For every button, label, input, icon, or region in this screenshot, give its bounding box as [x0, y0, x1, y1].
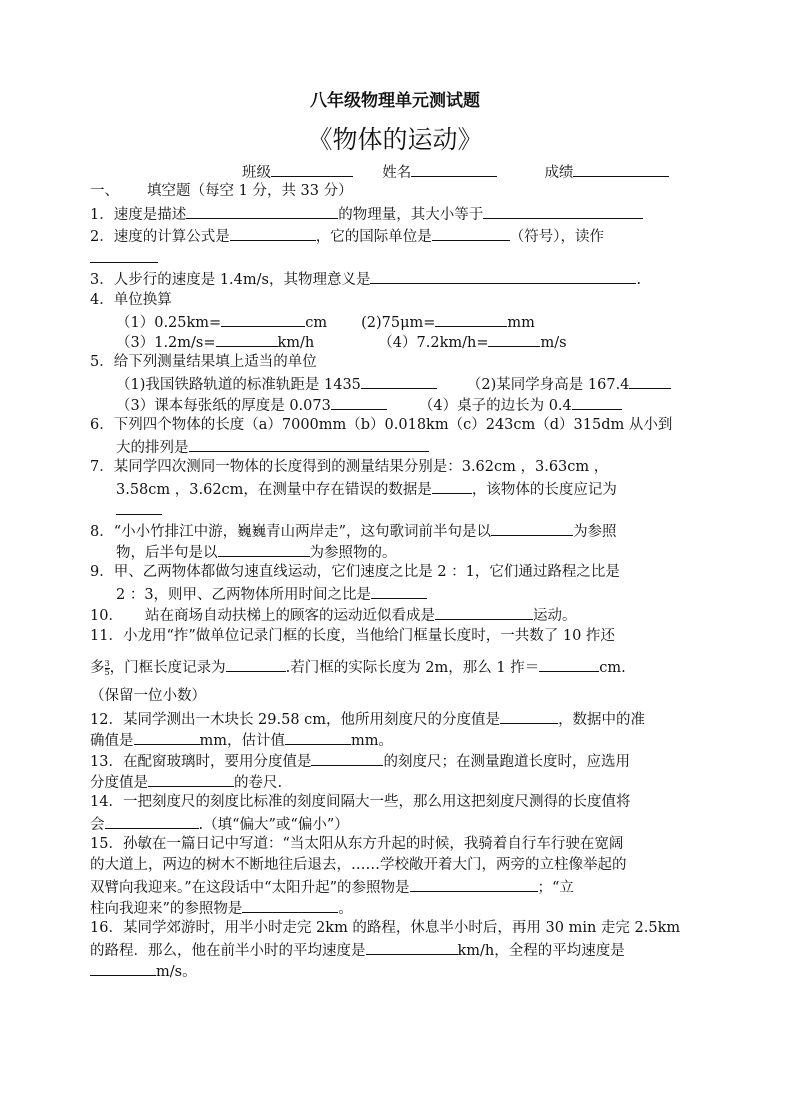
question-4-row-1: （1）0.25km= cm (2)75μm= mm [116, 311, 535, 333]
question-12: 12．某同学测出一木块长 29.58 cm，他所用刻度尺的分度值是 ，数据中的准 [90, 708, 645, 730]
question-6-cont: 大的排列是 [116, 436, 429, 458]
score-blank[interactable] [573, 161, 669, 177]
question-2-cont [90, 247, 158, 269]
section-heading: 一、 填空题（每空 1 分，共 33 分） [90, 183, 353, 199]
answer-blank[interactable] [189, 436, 429, 452]
answer-blank[interactable] [221, 311, 305, 327]
answer-blank[interactable] [371, 583, 427, 599]
question-5-row-2: （3）课本每张纸的厚度是 0.073 （4）桌子的边长为 0.4 [116, 394, 622, 416]
question-13-cont: 分度值是 的卷尺. [90, 771, 282, 793]
student-info-row [242, 161, 669, 183]
answer-blank[interactable] [148, 771, 234, 787]
question-5-row-1: （1)我国铁路轨道的标准轨距是 1435 （2)某同学身高是 167.4 [116, 373, 671, 395]
question-8-cont: 物，后半句是以 为参照物的。 [116, 541, 397, 563]
answer-blank[interactable] [218, 541, 310, 557]
question-6: 6．下列四个物体的长度（a）7000mm（b）0.018km（c）243cm（d）315dm 从小到 [90, 417, 673, 433]
answer-blank[interactable] [432, 225, 510, 241]
question-16-cont-2: m/s。 [90, 960, 197, 982]
question-4-row-2: （3）1.2m/s= km/h （4）7.2km/h= m/s [116, 331, 567, 353]
answer-blank[interactable] [629, 373, 671, 389]
question-10: 10． 站在商场自动扶梯上的顾客的运动近似看成是 运动。 [90, 604, 576, 626]
answer-blank[interactable] [116, 499, 162, 515]
exam-title: 八年级物理单元测试题 [310, 91, 480, 111]
question-11: 11．小龙用“拃”做单位记录门框的长度，当他给门框量长度时，一共数了 10 拃还 [90, 628, 615, 644]
answer-blank[interactable] [491, 520, 573, 536]
answer-blank[interactable] [483, 203, 643, 219]
answer-blank[interactable] [216, 331, 278, 347]
class-blank[interactable] [271, 161, 353, 177]
answer-blank[interactable] [186, 203, 338, 219]
question-15-cont-3: 柱向我迎来”的参照物是 。 [90, 897, 353, 919]
question-9: 9．甲、乙两物体都做匀速直线运动，它们速度之比是 2 ：1，它们通过路程之比是 [90, 564, 620, 580]
question-11-cont: 多 $\frac{3}{5}$ ，门框长度记录为 .若门框的实际长度为 2m，那么 1 拃＝ cm. [90, 656, 626, 678]
answer-blank[interactable] [572, 394, 622, 410]
class-label: 班级 [242, 165, 271, 181]
question-5: 5．给下列测量结果填上适当的单位 [90, 354, 317, 370]
answer-blank[interactable] [331, 394, 387, 410]
answer-blank[interactable] [105, 813, 199, 829]
answer-blank[interactable] [432, 478, 472, 494]
question-16: 16．某同学郊游时，用半小时走完 2km 的路程，休息半小时后，再用 30 min 走完 2.5km [90, 920, 681, 936]
answer-blank[interactable] [435, 604, 533, 620]
name-label: 姓名 [382, 165, 412, 181]
question-3: 3．人步行的速度是 1.4m/s，其物理意义是 . [90, 268, 641, 290]
question-11-note: （保留一位小数） [90, 688, 206, 704]
answer-blank[interactable] [370, 268, 636, 284]
question-15-cont-2: 双臂向我迎来。”在这段话中“太阳升起”的参照物是 ；“立 [90, 876, 574, 898]
question-12-cont: 确值是 mm，估计值 mm。 [90, 729, 393, 751]
answer-blank[interactable] [230, 225, 316, 241]
answer-blank[interactable] [366, 939, 458, 955]
answer-blank[interactable] [90, 960, 156, 976]
question-7: 7．某同学四次测同一物体的长度得到的测量结果分别是：3.62cm ，3.63cm ， [90, 459, 609, 475]
question-15: 15．孙敏在一篇日记中写道：“当太阳从东方升起的时候，我骑着自行车行驶在宽阔 [90, 836, 624, 852]
question-7-cont: 3.58cm ，3.62cm，在测量中存在错误的数据是 ，该物体的长度应记为 [116, 478, 617, 500]
exam-subtitle: 《物体的运动》 [307, 125, 483, 154]
question-8: 8．“小小竹排江中游，巍巍青山两岸走”，这句歌词前半句是以 为参照 [90, 520, 617, 542]
answer-blank[interactable] [226, 656, 286, 672]
answer-blank[interactable] [361, 373, 437, 389]
score-label: 成绩 [544, 165, 574, 181]
question-1: 1．速度是描述 的物理量，其大小等于 [90, 203, 643, 225]
question-14: 14．一把刻度尺的刻度比标准的刻度间隔大一些，那么用这把刻度尺测得的长度值将 [90, 794, 631, 810]
question-4: 4．单位换算 [90, 292, 172, 308]
question-15-cont: 的大道上，两边的树木不断地往后退去，……学校敞开着大门，两旁的立柱像举起的 [90, 857, 627, 873]
fraction: $\frac{3}{5}$ [104, 658, 110, 677]
answer-blank[interactable] [285, 729, 351, 745]
answer-blank[interactable] [488, 331, 540, 347]
answer-blank[interactable] [500, 708, 558, 724]
answer-blank[interactable] [90, 247, 158, 263]
question-14-cont: 会 .（填“偏大”或“偏小”） [90, 813, 349, 835]
question-9-cont: 2 ：3，则甲、乙两物体所用时间之比是 [116, 583, 427, 605]
answer-blank[interactable] [311, 750, 383, 766]
answer-blank[interactable] [134, 729, 200, 745]
question-13: 13．在配窗玻璃时，要用分度值是 的刻度尺；在测量跑道长度时，应选用 [90, 750, 630, 772]
question-7-cont-2 [116, 499, 162, 521]
question-16-cont: 的路程．那么，他在前半小时的平均速度是 km/h，全程的平均速度是 [90, 939, 625, 961]
answer-blank[interactable] [539, 656, 599, 672]
answer-blank[interactable] [435, 311, 507, 327]
question-2: 2．速度的计算公式是 ，它的国际单位是 （符号），读作 [90, 225, 604, 247]
answer-blank[interactable] [410, 876, 538, 892]
answer-blank[interactable] [242, 897, 338, 913]
name-blank[interactable] [411, 161, 497, 177]
